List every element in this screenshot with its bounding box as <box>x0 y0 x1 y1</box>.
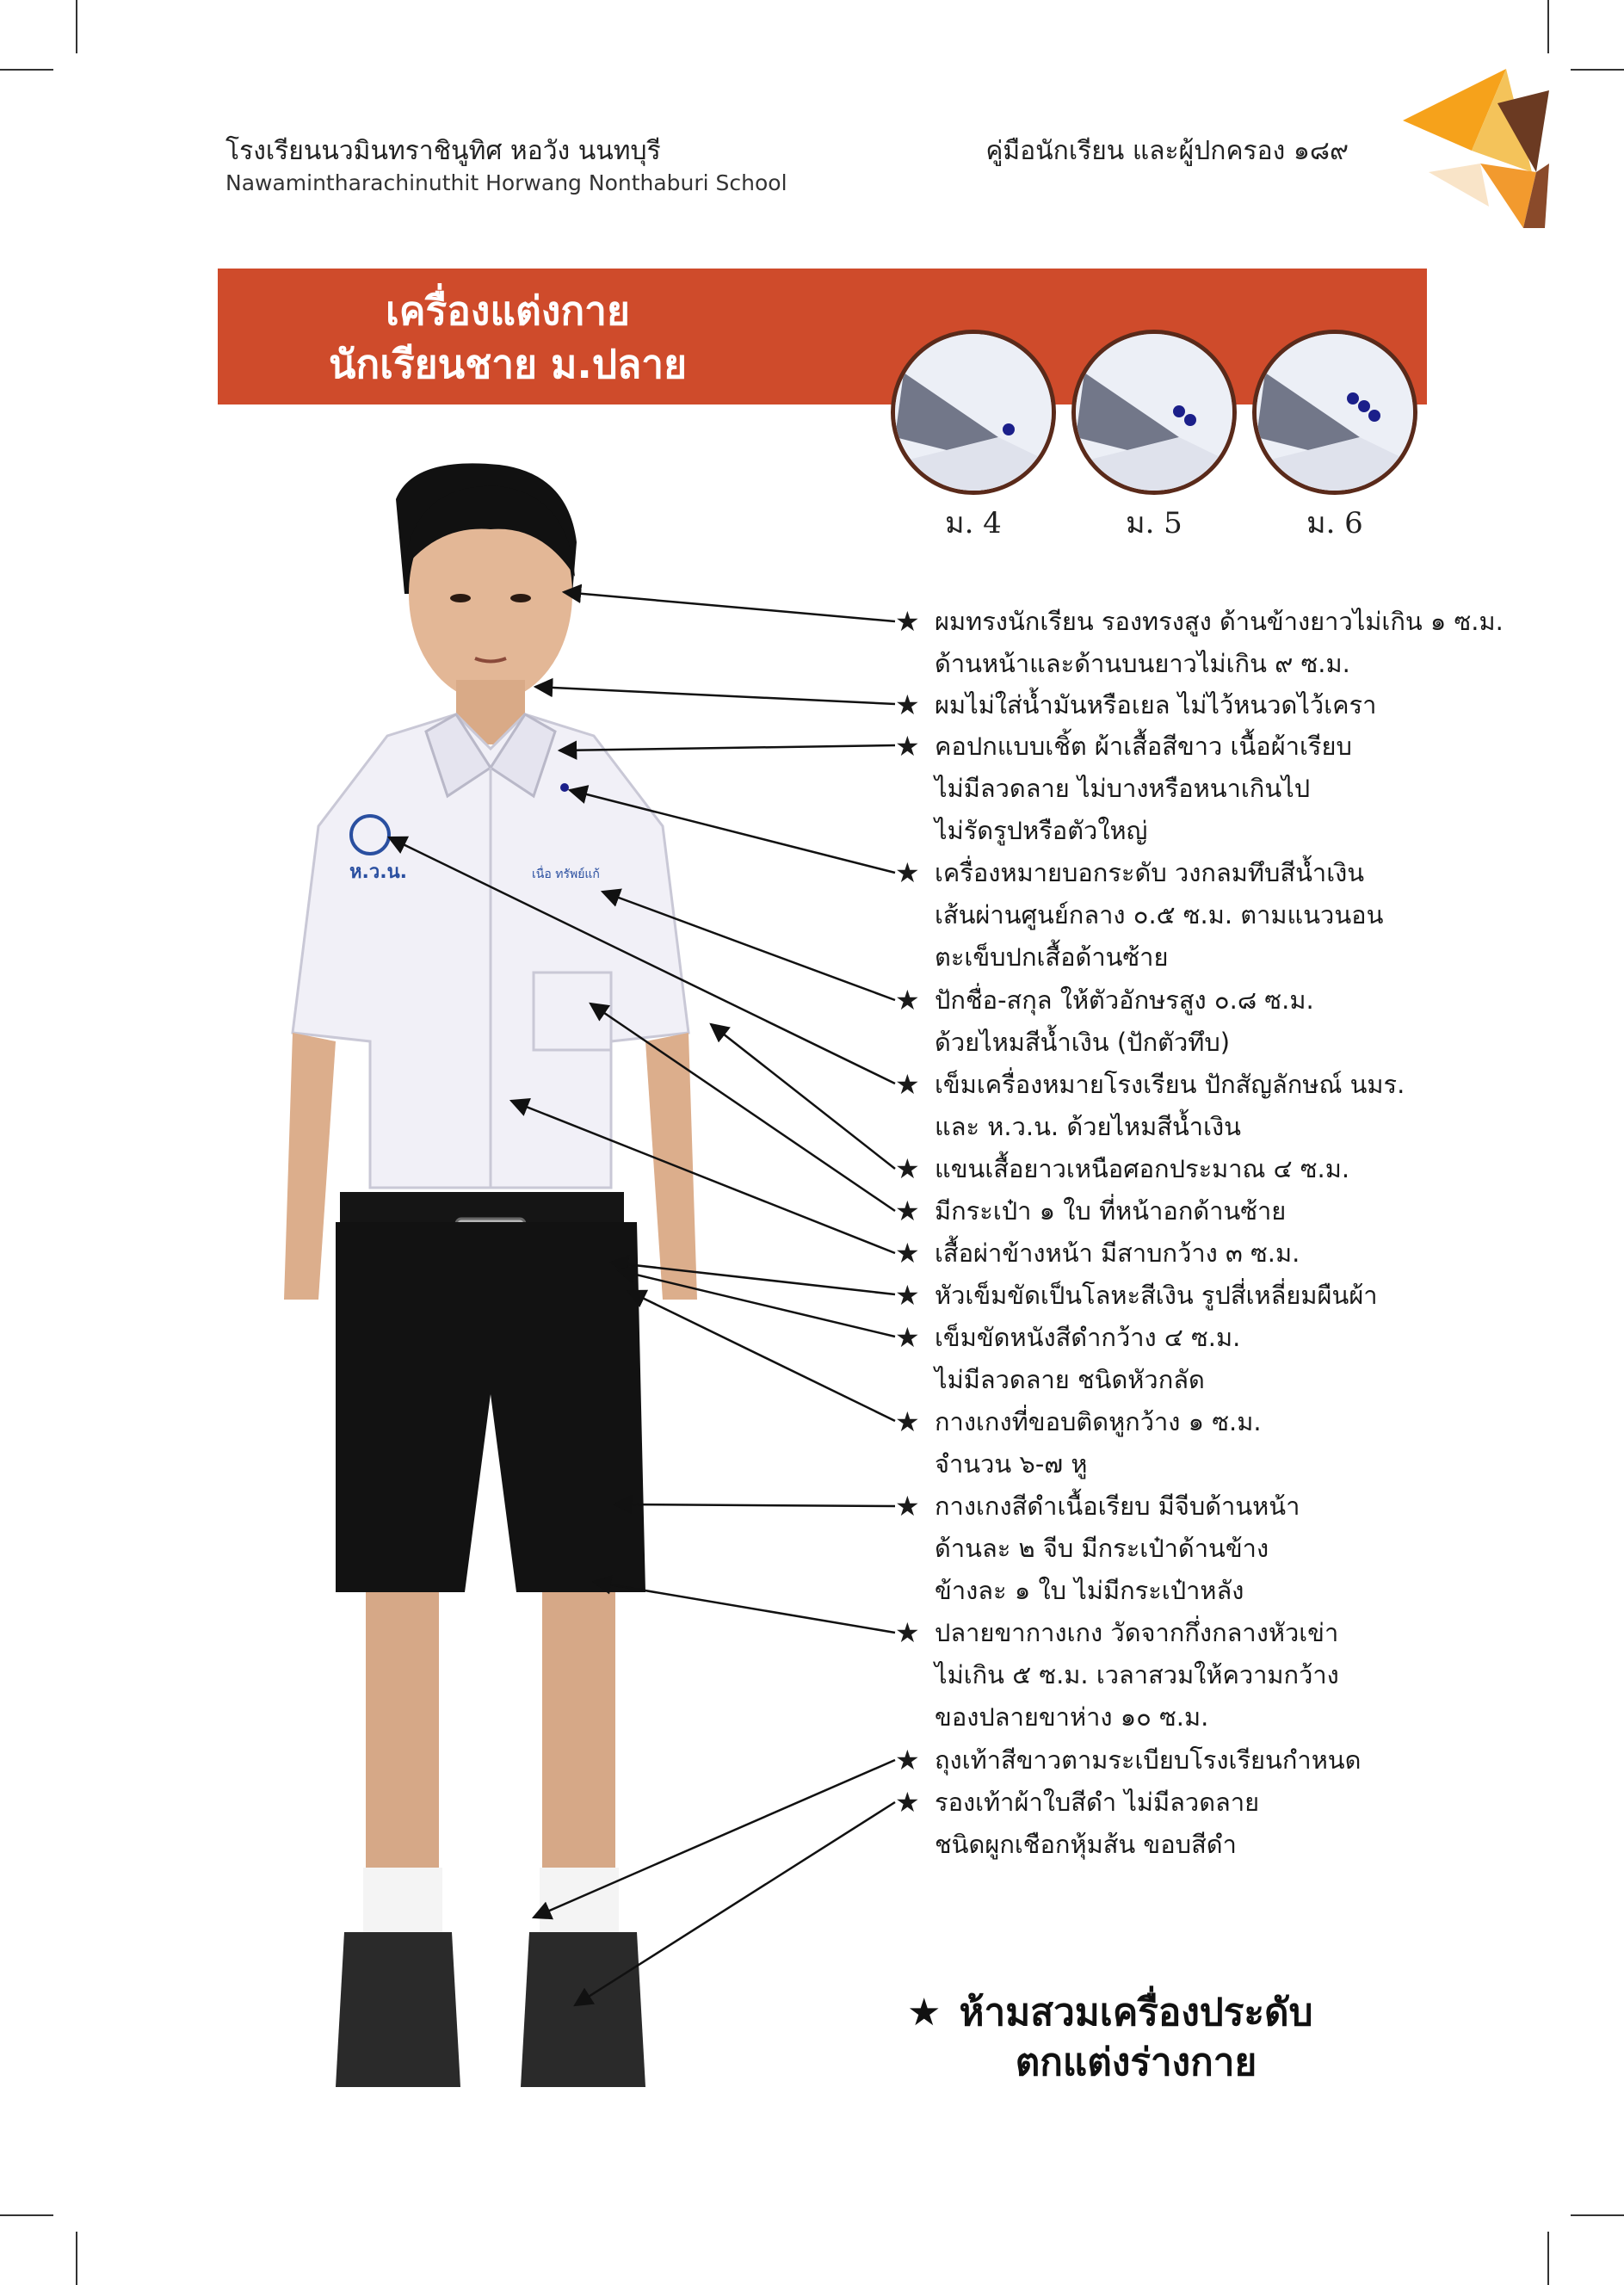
star-icon: ★ <box>895 1068 920 1101</box>
uniform-rule-item <box>895 1148 1349 1190</box>
uniform-rule-text: คอปกแบบเชิ้ต ผ้าเสื้อสีขาว เนื้อผ้าเรียบ ไม่มีลวดลาย ไม่บางหรือหนาเกินไป ไม่รัดรูปหรือตัวใหญ่ <box>935 732 1352 845</box>
star-icon: ★ <box>895 1490 920 1522</box>
uniform-rule-text: หัวเข็มขัดเป็นโลหะสีเงิน รูปสี่เหลี่ยมผืนผ้า <box>935 1281 1378 1310</box>
star-icon: ★ <box>895 1152 920 1185</box>
star-icon: ★ <box>895 605 920 638</box>
uniform-rule-item <box>895 1612 1339 1738</box>
star-icon: ★ <box>895 856 920 889</box>
uniform-rule-text: เข็มเครื่องหมายโรงเรียน ปักสัญลักษณ์ นมร. และ ห.ว.น. ด้วยไหมสีน้ำเงิน <box>935 1070 1405 1141</box>
uniform-rule-text: เข็มขัดหนังสีดำกว้าง ๔ ซ.ม. ไม่มีลวดลาย ชนิดหัวกลัด <box>935 1323 1241 1394</box>
school-name-thai: โรงเรียนนวมินทราชินูทิศ หอวัง นนทบุรี <box>225 136 661 166</box>
star-icon: ★ <box>895 689 920 721</box>
grade-label-m5: ม. 5 <box>1126 506 1182 540</box>
grade-label-m6: ม. 6 <box>1306 506 1363 540</box>
star-icon: ★ <box>895 730 920 763</box>
uniform-rule-text: ปลายขากางเกง วัดจากกึ่งกลางหัวเข่า ไม่เกิน ๕ ซ.ม. เวลาสวมให้ความกว้าง ของปลายขาห่าง ๑๐ ซ.ม. <box>935 1618 1339 1732</box>
star-icon: ★ <box>895 1786 920 1819</box>
star-icon: ★ <box>895 1195 920 1227</box>
uniform-rule-item <box>895 601 1504 685</box>
uniform-rule-text: กางเกงสีดำเนื้อเรียบ มีจีบด้านหน้า ด้านละ ๒ จีบ มีกระเป๋าด้านข้าง ข้างละ ๑ ใบ ไม่มีกระเป๋าหลัง <box>935 1491 1300 1605</box>
star-icon: ★ <box>895 1616 920 1649</box>
school-emblem-text: ห.ว.น. <box>349 862 407 883</box>
uniform-rule-item <box>895 1317 1240 1401</box>
star-icon: ★ <box>895 1321 920 1354</box>
uniform-rule-item <box>895 1485 1300 1612</box>
title-line-2: นักเรียนชาย ม.ปลาย <box>328 341 688 387</box>
uniform-rule-text: ผมทรงนักเรียน รองทรงสูง ด้านข้างยาวไม่เกิน ๑ ซ.ม. ด้านหน้าและด้านบนยาวไม่เกิน ๙ ซ.ม. <box>935 607 1504 678</box>
title-line-1: เครื่องแต่งกาย <box>386 287 630 334</box>
uniform-rule-item <box>895 979 1314 1064</box>
star-icon: ★ <box>907 1991 942 2035</box>
uniform-rule-text: ถุงเท้าสีขาวตามระเบียบโรงเรียนกำหนด <box>935 1745 1362 1775</box>
warning-line-1: ห้ามสวมเครื่องประดับ <box>959 1991 1313 2035</box>
uniform-rule-item <box>895 1401 1262 1485</box>
embroidered-name: เนื่อ ทรัพย์แก้ <box>532 868 600 881</box>
page-header-label: คู่มือนักเรียน และผู้ปกครอง ๑๘๙ <box>985 136 1349 166</box>
uniform-rule-text: เครื่องหมายบอกระดับ วงกลมทึบสีน้ำเงิน เส้นผ่านศูนย์กลาง ๐.๕ ซ.ม. ตามแนวนอน ตะเข็บปกเสื้อด้านซ้าย <box>935 858 1384 972</box>
grade-label-m4: ม. 4 <box>945 506 1002 540</box>
star-icon: ★ <box>895 1405 920 1438</box>
uniform-rule-item <box>895 726 1352 852</box>
uniform-rule-text: เสื้อผ่าข้างหน้า มีสาบกว้าง ๓ ซ.ม. <box>935 1238 1300 1268</box>
uniform-rule-item <box>895 1275 1378 1317</box>
uniform-rule-item <box>895 1782 1259 1866</box>
uniform-rule-text: รองเท้าผ้าใบสีดำ ไม่มีลวดลาย ชนิดผูกเชือกหุ้มส้น ขอบสีดำ <box>935 1788 1260 1859</box>
uniform-rule-text: กางเกงที่ขอบติดหูกว้าง ๑ ซ.ม. จำนวน ๖-๗ หู <box>935 1407 1262 1479</box>
uniform-rule-text: มีกระเป๋า ๑ ใบ ที่หน้าอกด้านซ้าย <box>935 1196 1287 1226</box>
uniform-rule-item <box>895 1739 1361 1782</box>
star-icon: ★ <box>895 1279 920 1312</box>
uniform-rule-item <box>895 852 1383 979</box>
uniform-rule-item <box>895 1064 1405 1148</box>
uniform-rule-text: แขนเสื้อยาวเหนือศอกประมาณ ๔ ซ.ม. <box>935 1154 1350 1183</box>
uniform-rule-item <box>895 684 1376 726</box>
uniform-rule-text: ปักชื่อ-สกุล ให้ตัวอักษรสูง ๐.๘ ซ.ม. ด้วยไหมสีน้ำเงิน (ปักตัวทึบ) <box>935 985 1314 1057</box>
star-icon: ★ <box>895 1744 920 1776</box>
star-icon: ★ <box>895 984 920 1016</box>
warning-line-2: ตกแต่งร่างกาย <box>1015 2041 1257 2084</box>
star-icon: ★ <box>895 1237 920 1269</box>
school-name-english: Nawamintharachinuthit Horwang Nonthaburi School <box>225 170 787 195</box>
uniform-rule-text: ผมไม่ใส่น้ำมันหรือเยล ไม่ไว้หนวดไว้เครา <box>935 690 1377 719</box>
warning-note <box>895 1988 1377 2088</box>
uniform-rule-item <box>895 1232 1300 1275</box>
uniform-rule-item <box>895 1190 1286 1232</box>
